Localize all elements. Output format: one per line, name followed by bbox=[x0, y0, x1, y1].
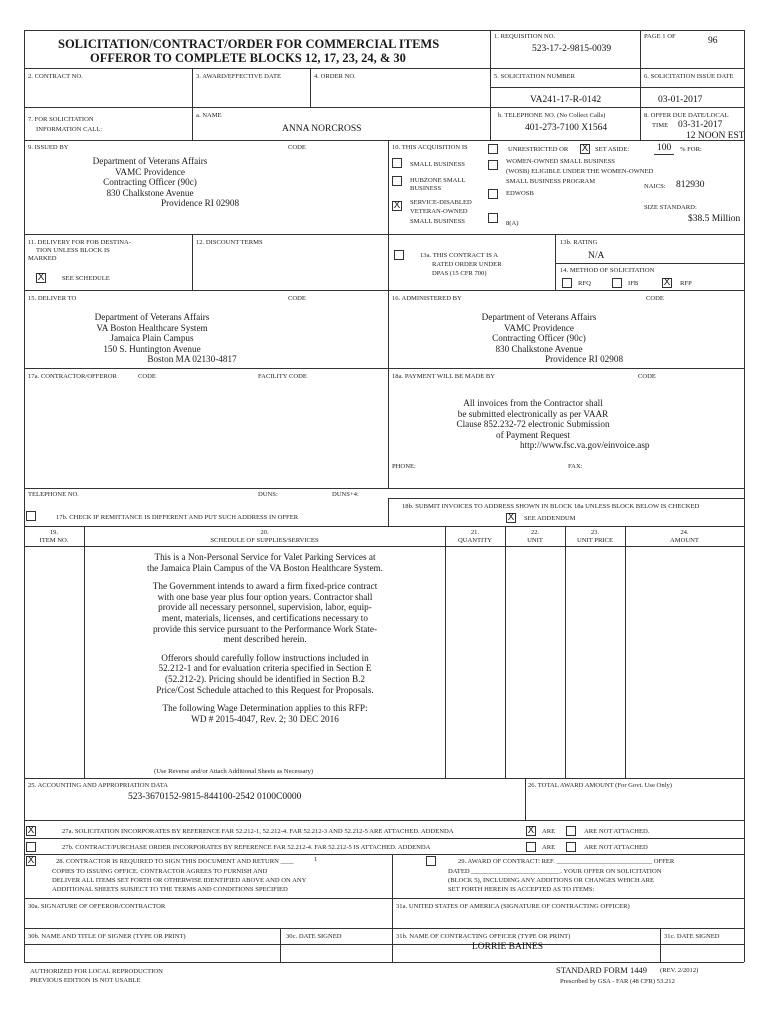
sig-31b-label: 31b. NAME OF CONTRACTING OFFICER (TYPE OR PRINT) bbox=[396, 933, 571, 940]
col-unit-price-header bbox=[565, 529, 625, 545]
b28-copies[interactable]: 1 bbox=[314, 856, 318, 863]
sdvosb-checkbox[interactable]: X bbox=[393, 200, 401, 211]
small-business-label: SMALL BUSINESS bbox=[410, 161, 465, 168]
payment-label: 18a. PAYMENT WILL BE MADE BY bbox=[392, 373, 496, 380]
hubzone-checkbox[interactable] bbox=[392, 176, 402, 186]
issued-by-line: Contracting Officer (90c) bbox=[103, 177, 197, 188]
acquisition-label: 10. THIS ACQUISITION IS bbox=[392, 144, 468, 151]
set-aside-checkbox[interactable]: X bbox=[581, 143, 589, 154]
rfq-checkbox[interactable] bbox=[562, 278, 572, 288]
administered-by-line: VAMC Providence bbox=[503, 322, 574, 333]
contract-no-label: 2. CONTRACT NO. bbox=[28, 73, 83, 80]
delivery-label-line1: 11. DELIVERY FOR FOB DESTINA- bbox=[28, 239, 131, 246]
set-aside-label: SET ASIDE: bbox=[595, 146, 630, 153]
deliver-to-line: 150 S. Huntington Avenue bbox=[103, 343, 201, 354]
administered-by-label: 16. ADMINISTERED BY bbox=[392, 295, 462, 302]
schedule-line: provide all necessary personnel, supervision, labor, equip- bbox=[158, 602, 372, 613]
footer-reproduction: AUTHORIZED FOR LOCAL REPRODUCTION bbox=[30, 968, 163, 975]
b28-line1: 28. CONTRACTOR IS REQUIRED TO SIGN THIS DOCUMENT AND RETURN ____ bbox=[56, 858, 294, 865]
schedule-description bbox=[110, 552, 420, 724]
administered-by-line: Providence RI 02908 bbox=[544, 354, 624, 365]
schedule-line: This is a Non-Personal Service for Valet Parking Services at bbox=[154, 552, 376, 562]
b27a-are-not-label: ARE NOT ATTACHED. bbox=[584, 828, 650, 835]
b29-line1: 29. AWARD OF CONTRACT: REF. _____________________________ OFFER bbox=[458, 858, 675, 865]
wosb-label-line1: WOMEN-OWNED SMALL BUSINESS bbox=[506, 158, 615, 165]
remittance-label: 17b. CHECK IF REMITTANCE IS DIFFERENT AND PUT SUCH ADDRESS IN OFFER bbox=[56, 514, 299, 521]
col-num: 23. bbox=[590, 529, 600, 536]
eight-a-label: 8(A) bbox=[506, 220, 519, 227]
b27b-are-not-label: ARE NOT ATTACHED bbox=[584, 844, 648, 851]
info-call-label-line2: INFORMATION CALL: bbox=[36, 126, 103, 133]
sig-30a-label: 30a. SIGNATURE OF OFFEROR/CONTRACTOR bbox=[28, 903, 166, 910]
administered-by-code-label: CODE bbox=[646, 295, 664, 302]
b27a-are-checkbox[interactable]: X bbox=[527, 825, 535, 836]
col-item-no-header bbox=[24, 529, 84, 545]
size-standard-label: SIZE STANDARD: bbox=[644, 204, 697, 211]
payment-line: be submitted electronically as per VAAR bbox=[457, 408, 609, 419]
rating-label: 13b. RATING bbox=[560, 239, 598, 246]
b29-line3: (BLOCK 5), INCLUDING ANY ADDITIONS OR CHANGES WHICH ARE bbox=[448, 877, 655, 884]
contracting-officer-name[interactable]: LORRIE BAINES bbox=[472, 942, 543, 952]
col-title: UNIT PRICE bbox=[577, 537, 613, 544]
rfp-label: RFP bbox=[680, 280, 692, 287]
rated-label-line2: RATED ORDER UNDER bbox=[432, 261, 502, 268]
b27b-label: 27b. CONTRACT/PURCHASE ORDER INCORPORATES BY REFERENCE FAR 52.212-4. FAR 52.212-5 IS ATTACHED. ADDENDA bbox=[62, 844, 431, 851]
col-title: ITEM NO. bbox=[39, 537, 69, 544]
sdvosb-label-line1: SERVICE-DISABLED bbox=[410, 199, 472, 206]
delivery-label-line2: TION UNLESS BLOCK IS bbox=[36, 247, 110, 254]
rfp-checkbox[interactable]: X bbox=[663, 277, 671, 288]
deliver-to-code-label: CODE bbox=[288, 295, 306, 302]
award-date-label: 3. AWARD/EFFECTIVE DATE bbox=[196, 73, 282, 80]
set-aside-percent[interactable]: 100 bbox=[654, 143, 674, 155]
duns4-label: DUNS+4: bbox=[332, 491, 359, 498]
issued-by-label: 9. ISSUED BY bbox=[28, 144, 69, 151]
payment-line: http://www.fsc.va.gov/einvoice.asp bbox=[520, 440, 650, 451]
telephone-label: b. TELEPHONE NO. (No Collect Calls) bbox=[498, 112, 606, 119]
issued-by-line: Providence RI 02908 bbox=[160, 198, 240, 209]
rating-value[interactable]: N/A bbox=[588, 251, 605, 261]
solicitation-date[interactable]: 03-01-2017 bbox=[658, 95, 703, 105]
ifb-checkbox[interactable] bbox=[612, 278, 622, 288]
facility-code-label: FACILITY CODE bbox=[258, 373, 307, 380]
b27b-checkbox[interactable] bbox=[26, 842, 36, 852]
order-no-label: 4. ORDER NO. bbox=[314, 73, 356, 80]
hubzone-label-line2: BUSINESS bbox=[410, 185, 442, 192]
see-addendum-label: SEE ADDENDUM bbox=[524, 515, 576, 522]
see-schedule-checkbox[interactable]: X bbox=[37, 272, 45, 283]
issued-by-line: VAMC Providence bbox=[114, 166, 185, 177]
method-label: 14. METHOD OF SOLICITATION bbox=[560, 267, 655, 274]
fax-label: FAX: bbox=[568, 463, 583, 470]
b28-line3: DELIVER ALL ITEMS SET FORTH OR OTHERWISE IDENTIFIED ABOVE AND ON ANY bbox=[52, 877, 307, 884]
deliver-to-line: Jamaica Plain Campus bbox=[110, 333, 194, 344]
sig-31c-label: 31c. DATE SIGNED bbox=[664, 933, 720, 940]
col-title: QUANTITY bbox=[457, 537, 493, 544]
rated-order-checkbox[interactable] bbox=[394, 250, 404, 260]
see-schedule-label: SEE SCHEDULE bbox=[62, 275, 110, 282]
col-num: 22. bbox=[530, 529, 540, 536]
accounting-value[interactable]: 523-3670152-9815-844100-2542 0100C0000 bbox=[128, 792, 302, 802]
deliver-to-line: VA Boston Healthcare System bbox=[96, 322, 208, 333]
sdvosb-label-line3: SMALL BUSINESS bbox=[410, 218, 465, 225]
b27b-are-checkbox[interactable] bbox=[526, 842, 536, 852]
total-award-label: 26. TOTAL AWARD AMOUNT (For Govt. Use Only) bbox=[528, 782, 672, 789]
ifb-label: IFB bbox=[628, 280, 639, 287]
schedule-line: 52.212-1 and for evaluation criteria specified in Section E bbox=[158, 663, 372, 674]
unrestricted-checkbox[interactable] bbox=[488, 144, 498, 154]
footer-revision: (REV. 2/2012) bbox=[660, 967, 699, 974]
schedule-line: Offerors should carefully follow instructions included in bbox=[161, 652, 369, 663]
b29-line4: SET FORTH HEREIN IS ACCEPTED AS TO ITEMS: bbox=[448, 886, 595, 893]
accounting-label: 25. ACCOUNTING AND APPROPRIATION DATA bbox=[28, 782, 168, 789]
b27a-are-label: ARE bbox=[542, 828, 556, 835]
wosb-label-line2: (WOSB) ELIGIBLE UNDER THE WOMEN-OWNED bbox=[506, 168, 654, 175]
issued-by-address bbox=[60, 156, 240, 209]
schedule-line: with one base year plus four option years. Contractor shall bbox=[157, 591, 373, 602]
schedule-line: The Government intends to award a firm fixed-price contract bbox=[152, 581, 378, 592]
sig-30b-label: 30b. NAME AND TITLE OF SIGNER (TYPE OR PRINT) bbox=[28, 933, 186, 940]
contact-name[interactable]: ANNA NORCROSS bbox=[282, 124, 362, 134]
col-amount-header bbox=[625, 529, 744, 545]
footer-prescribed-by: Prescribed by GSA - FAR (48 CFR) 53.212 bbox=[560, 978, 675, 985]
payment-line: of Payment Request bbox=[496, 429, 570, 440]
schedule-line: the Jamaica Plain Campus of the VA Boston Healthcare System. bbox=[147, 562, 383, 573]
footer-form-number: STANDARD FORM 1449 bbox=[556, 965, 647, 975]
col-num: 19. bbox=[49, 529, 59, 536]
naics-value[interactable]: 812930 bbox=[676, 180, 705, 190]
size-standard-value[interactable]: $38.5 Million bbox=[688, 214, 741, 224]
sdvosb-label-line2: VETERAN-OWNED bbox=[410, 208, 468, 215]
sig-30c-label: 30c. DATE SIGNED bbox=[286, 933, 342, 940]
b27a-label: 27a. SOLICITATION INCORPORATES BY REFERENCE FAR 52.212-1, 52.212-4. FAR 52.212-3 AND 52.212-5 ARE ATTACHED. ADDENDA bbox=[62, 828, 454, 835]
small-business-checkbox[interactable] bbox=[392, 158, 402, 168]
schedule-line: Price/Cost Schedule attached to this Request for Proposals. bbox=[156, 684, 374, 695]
remittance-checkbox[interactable] bbox=[26, 511, 36, 521]
col-schedule-header bbox=[84, 529, 445, 545]
solicitation-date-label: 6. SOLICITATION ISSUE DATE bbox=[644, 73, 734, 80]
contact-telephone[interactable]: 401-273-7100 X1564 bbox=[525, 123, 608, 133]
payment-code-label: CODE bbox=[638, 373, 656, 380]
col-num: 24. bbox=[680, 529, 689, 536]
col-title: SCHEDULE OF SUPPLIES/SERVICES bbox=[210, 537, 319, 544]
wosb-label-line3: SMALL BUSINESS PROGRAM bbox=[506, 178, 596, 185]
delivery-label-line3: MARKED bbox=[28, 255, 57, 262]
issued-by-line: Department of Veterans Affairs bbox=[92, 156, 208, 166]
page-total: 96 bbox=[708, 36, 718, 46]
solicitation-number[interactable]: VA241-17-R-0142 bbox=[530, 95, 602, 105]
b27a-checkbox[interactable]: X bbox=[27, 825, 35, 836]
b28-checkbox[interactable]: X bbox=[27, 855, 35, 866]
administered-by-line: Department of Veterans Affairs bbox=[481, 312, 597, 322]
duns-label: DUNS: bbox=[258, 491, 278, 498]
col-num: 20. bbox=[260, 529, 269, 536]
schedule-line: The following Wage Determination applies to this RFP: bbox=[162, 703, 368, 714]
col-title: AMOUNT bbox=[670, 537, 699, 544]
eight-a-checkbox[interactable] bbox=[488, 213, 498, 223]
solicitation-number-label: 5. SOLICITATION NUMBER bbox=[494, 73, 575, 80]
discount-terms-label: 12. DISCOUNT TERMS bbox=[196, 239, 263, 246]
offer-due-label-line1: 8. OFFER DUE DATE/LOCAL bbox=[644, 112, 729, 119]
schedule-line: WD # 2015-4047, Rev. 2; 30 DEC 2016 bbox=[191, 713, 339, 724]
b29-checkbox[interactable] bbox=[426, 856, 436, 866]
schedule-line: (52.212-2). Pricing should be identified in Section B.2 bbox=[164, 673, 366, 684]
phone-label: PHONE: bbox=[392, 463, 416, 470]
deliver-to-line: Boston MA 02130-4817 bbox=[147, 354, 237, 365]
contractor-code-label: CODE bbox=[138, 373, 156, 380]
edwosb-checkbox[interactable] bbox=[488, 189, 498, 199]
requisition-number[interactable]: 523-17-2-9815-0039 bbox=[532, 44, 612, 54]
b28-line2: COPIES TO ISSUING OFFICE. CONTRACTOR AGREES TO FURNISH AND bbox=[52, 868, 268, 875]
col-title: UNIT bbox=[527, 537, 543, 544]
administered-by-line: 830 Chalkstone Avenue bbox=[495, 343, 583, 354]
rated-label-line1: 13a. THIS CONTRACT IS A bbox=[420, 252, 498, 259]
b27b-are-label: ARE bbox=[542, 844, 556, 851]
contractor-label: 17a. CONTRACTOR/OFFEROR bbox=[28, 373, 117, 380]
name-label: a. NAME bbox=[196, 112, 222, 119]
offer-due-date[interactable]: 03-31-2017 bbox=[678, 120, 723, 130]
footer-previous-edition: PREVIOUS EDITION IS NOT USABLE bbox=[30, 977, 141, 984]
b27b-are-not-checkbox[interactable] bbox=[566, 842, 576, 852]
wosb-checkbox[interactable] bbox=[488, 160, 498, 170]
info-call-label-line1: 7. FOR SOLICITATION bbox=[28, 116, 94, 123]
reverse-note: (Use Reverse and/or Attach Additional Sheets as Necessary) bbox=[154, 768, 314, 775]
administered-by-line: Contracting Officer (90c) bbox=[492, 333, 586, 344]
percent-for-label: % FOR: bbox=[680, 146, 702, 153]
rfq-label: RFQ bbox=[578, 280, 591, 287]
offer-due-time[interactable]: 12 NOON EST bbox=[686, 131, 745, 141]
telephone-no-label: TELEPHONE NO. bbox=[28, 491, 79, 498]
naics-label: NAICS: bbox=[644, 183, 666, 190]
deliver-to-address bbox=[62, 312, 242, 365]
form-title-line2: OFFEROR TO COMPLETE BLOCKS 12, 17, 23, 24, & 30 bbox=[90, 51, 406, 65]
submit-invoices-label: 18b. SUBMIT INVOICES TO ADDRESS SHOWN IN BLOCK 18a UNLESS BLOCK BELOW IS CHECKED bbox=[402, 503, 700, 510]
payment-instructions bbox=[440, 398, 650, 451]
schedule-line: provide this service pursuant to the Performance Work State- bbox=[152, 623, 378, 634]
col-unit-header bbox=[505, 529, 565, 545]
sig-31a-label: 31a. UNITED STATES OF AMERICA (SIGNATURE OF CONTRACTING OFFICER) bbox=[396, 903, 630, 910]
payment-line: All invoices from the Contractor shall bbox=[463, 398, 603, 408]
page-label: PAGE 1 OF bbox=[644, 33, 676, 40]
edwosb-label: EDWOSB bbox=[506, 190, 534, 197]
deliver-to-label: 15. DELIVER TO bbox=[28, 295, 77, 302]
col-num: 21. bbox=[470, 529, 480, 536]
rated-label-line3: DPAS (15 CFR 700) bbox=[432, 270, 487, 277]
issued-by-code-label: CODE bbox=[288, 144, 306, 151]
issued-by-line: 830 Chalkstone Avenue bbox=[106, 187, 194, 198]
b27a-are-not-checkbox[interactable] bbox=[566, 826, 576, 836]
requisition-label: 1. REQUISITION NO. bbox=[494, 33, 556, 40]
unrestricted-label: UNRESTRICTED OR bbox=[508, 146, 569, 153]
see-addendum-checkbox[interactable]: X bbox=[507, 512, 515, 523]
schedule-line: ment described herein. bbox=[223, 634, 307, 645]
offer-due-label-line2: TIME bbox=[652, 122, 669, 129]
administered-by-address bbox=[444, 312, 634, 365]
form-title-line1: SOLICITATION/CONTRACT/ORDER FOR COMMERCIAL ITEMS bbox=[58, 37, 440, 51]
deliver-to-line: Department of Veterans Affairs bbox=[94, 312, 210, 322]
b28-line4: ADDITIONAL SHEETS SUBJECT TO THE TERMS AND CONDITIONS SPECIFIED bbox=[52, 886, 288, 893]
b29-line2: DATED ___________________________. YOUR OFFER ON SOLICITATION bbox=[448, 868, 662, 875]
schedule-line: ment, materials, licenses, and certifications necessary to bbox=[162, 612, 368, 623]
payment-line: Clause 852.232-72 electronic Submission bbox=[456, 419, 610, 430]
hubzone-label-line1: HUBZONE SMALL bbox=[410, 177, 466, 184]
col-quantity-header bbox=[445, 529, 505, 545]
